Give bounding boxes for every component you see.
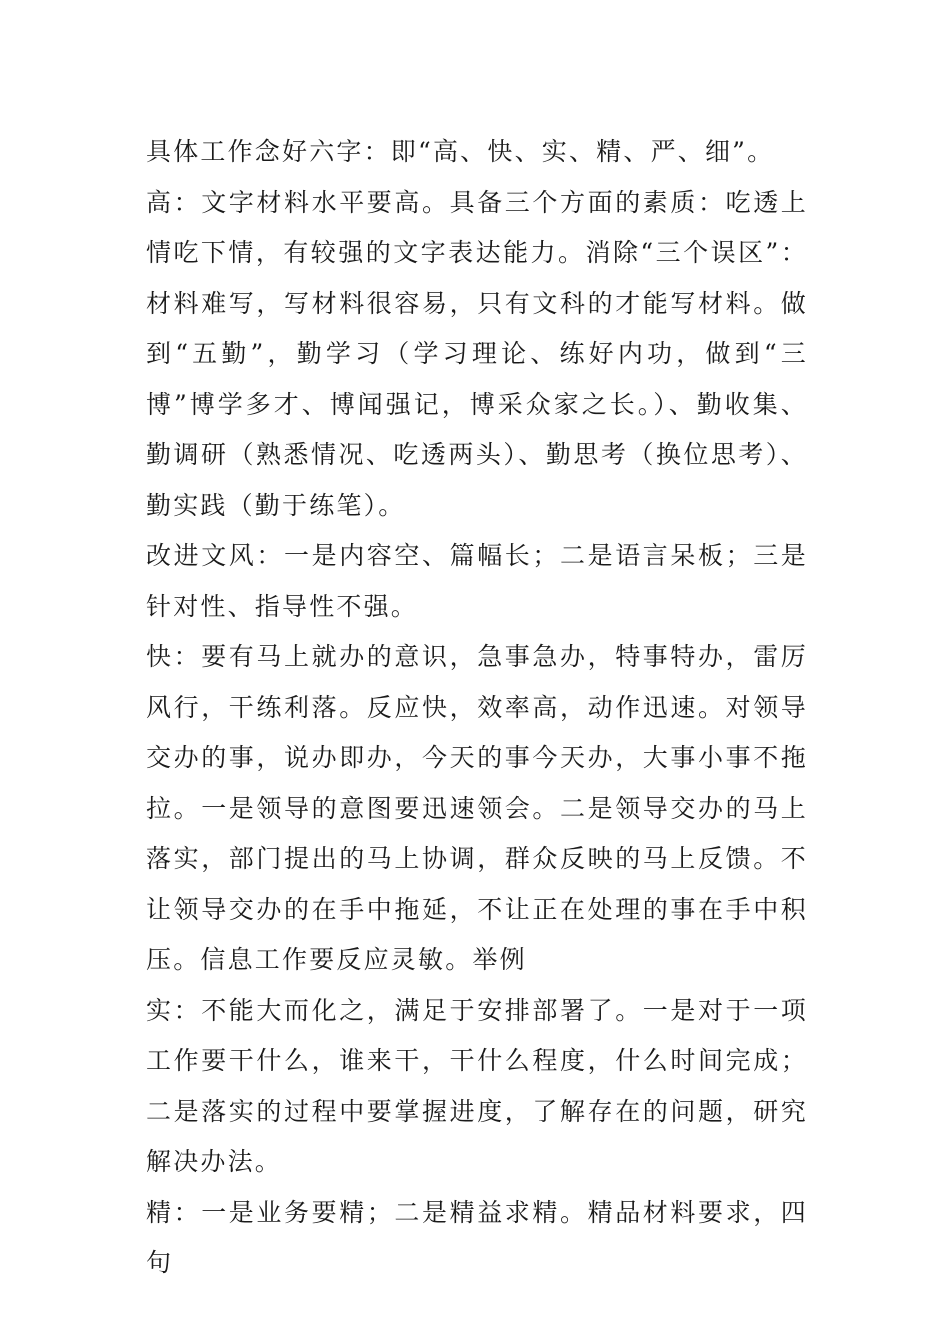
- paragraph-gao: 高：文字材料水平要高。具备三个方面的素质：吃透上情吃下情，有较强的文字表达能力。消除“三个误区”：材料难写，写材料很容易，只有文科的才能写材料。做到“五勤”，勤学习（学习理论、练好内功，做到“三博”博学多才、博闻强记，博采众家之长。）、勤收集、勤调研（熟悉情况、吃透两头）、勤思考（换位思考）、勤实践（勤于练笔）。: [146, 187, 808, 520]
- paragraph-shi: 实：不能大而化之，满足于安排部署了。一是对于一项工作要干什么，谁来干，干什么程度，什么时间完成；二是落实的过程中要掌握进度，了解存在的问题，研究解决办法。: [146, 995, 808, 1176]
- paragraph-intro: 具体工作念好六字：即“高、快、实、精、严、细”。: [146, 137, 775, 166]
- paragraph-improve-style: 改进文风：一是内容空、篇幅长；二是语言呆板；三是针对性、指导性不强。: [146, 541, 808, 621]
- paragraph-kuai: 快：要有马上就办的意识，急事急办，特事特办，雷厉风行，干练利落。反应快，效率高，动作迅速。对领导交办的事，说办即办，今天的事今天办，大事小事不拖拉。一是领导的意图要迅速领会。二是领导交办的马上落实，部门提出的马上协调，群众反映的马上反馈。不让领导交办的在手中拖延，不让正在处理的事在手中积压。信息工作要反应灵敏。举例: [146, 642, 808, 974]
- paragraph-jing: 精：一是业务要精；二是精益求精。精品材料要求，四句: [146, 1197, 808, 1277]
- document-body: [146, 127, 808, 1289]
